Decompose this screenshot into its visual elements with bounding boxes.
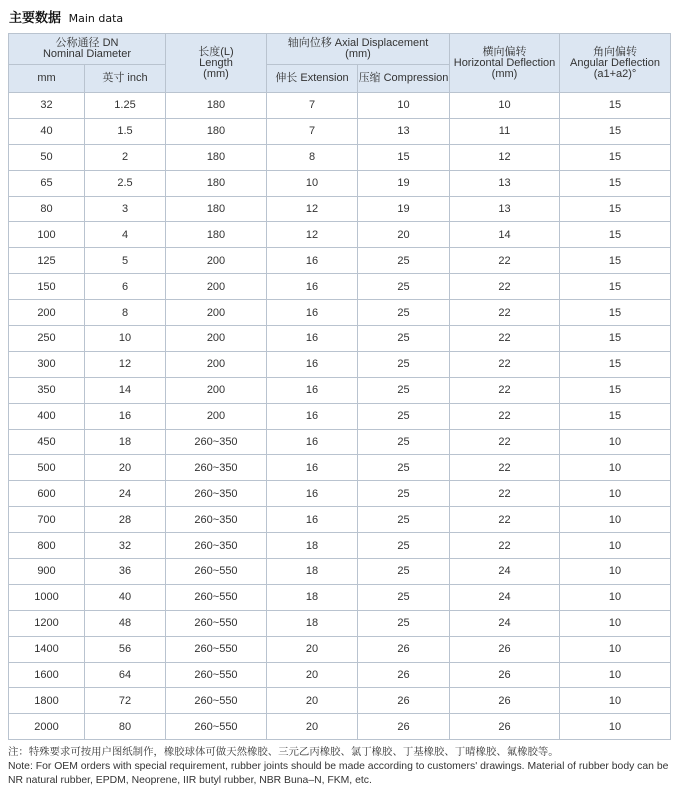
cell-dn-mm: 700 bbox=[9, 507, 85, 533]
cell-extension: 20 bbox=[267, 636, 358, 662]
cell-horizontal: 22 bbox=[450, 429, 560, 455]
cell-extension: 16 bbox=[267, 300, 358, 326]
cell-dn-inch: 10 bbox=[85, 326, 166, 352]
cell-angular: 10 bbox=[560, 688, 671, 714]
table-row bbox=[9, 196, 671, 222]
cell-dn-inch: 64 bbox=[85, 662, 166, 688]
cell-horizontal: 11 bbox=[450, 118, 560, 144]
header-horizontal-zh: 横向偏转 bbox=[482, 45, 527, 58]
cell-angular: 15 bbox=[560, 93, 671, 119]
cell-compression: 25 bbox=[358, 274, 450, 300]
cell-compression: 25 bbox=[358, 429, 450, 455]
cell-dn-inch: 12 bbox=[85, 351, 166, 377]
header-angular-unit: (a1+a2)° bbox=[593, 67, 637, 80]
table-row bbox=[9, 610, 671, 636]
table-row bbox=[9, 93, 671, 119]
cell-horizontal: 26 bbox=[450, 688, 560, 714]
cell-length: 200 bbox=[166, 248, 267, 274]
cell-angular: 15 bbox=[560, 144, 671, 170]
cell-angular: 15 bbox=[560, 274, 671, 300]
cell-dn-mm: 450 bbox=[9, 429, 85, 455]
cell-compression: 25 bbox=[358, 351, 450, 377]
cell-dn-inch: 5 bbox=[85, 248, 166, 274]
header-nominal-diameter-zh: 公称通径 DN bbox=[55, 37, 119, 49]
header-inch: 英寸 inch bbox=[85, 65, 166, 93]
cell-dn-inch: 18 bbox=[85, 429, 166, 455]
cell-horizontal: 26 bbox=[450, 714, 560, 740]
table-row bbox=[9, 507, 671, 533]
cell-dn-mm: 32 bbox=[9, 93, 85, 119]
cell-dn-inch: 3 bbox=[85, 196, 166, 222]
header-length-en: Length bbox=[199, 56, 233, 69]
table-row bbox=[9, 481, 671, 507]
cell-compression: 25 bbox=[358, 403, 450, 429]
cell-dn-inch: 28 bbox=[85, 507, 166, 533]
cell-dn-inch: 80 bbox=[85, 714, 166, 740]
cell-extension: 18 bbox=[267, 533, 358, 559]
cell-length: 200 bbox=[166, 377, 267, 403]
cell-length: 200 bbox=[166, 403, 267, 429]
cell-compression: 13 bbox=[358, 118, 450, 144]
cell-length: 180 bbox=[166, 118, 267, 144]
table-row bbox=[9, 274, 671, 300]
cell-dn-inch: 6 bbox=[85, 274, 166, 300]
note-zh: 注：特殊要求可按用户图纸制作，橡胶球体可做天然橡胶、三元乙丙橡胶、氯丁橡胶、丁基橡胶、丁晴橡胶、氟橡胶等。 bbox=[8, 747, 559, 758]
cell-horizontal: 22 bbox=[450, 455, 560, 481]
cell-dn-mm: 1000 bbox=[9, 584, 85, 610]
cell-compression: 25 bbox=[358, 377, 450, 403]
table-row bbox=[9, 377, 671, 403]
cell-length: 260~550 bbox=[166, 636, 267, 662]
cell-angular: 10 bbox=[560, 429, 671, 455]
cell-extension: 16 bbox=[267, 248, 358, 274]
cell-compression: 19 bbox=[358, 170, 450, 196]
cell-horizontal: 24 bbox=[450, 584, 560, 610]
cell-horizontal: 26 bbox=[450, 636, 560, 662]
cell-dn-inch: 14 bbox=[85, 377, 166, 403]
cell-length: 260~550 bbox=[166, 662, 267, 688]
table-row bbox=[9, 300, 671, 326]
header-extension: 伸长 Extension bbox=[267, 65, 358, 93]
notes bbox=[8, 746, 673, 788]
main-data-table bbox=[8, 33, 671, 740]
cell-compression: 10 bbox=[358, 93, 450, 119]
cell-angular: 10 bbox=[560, 610, 671, 636]
cell-length: 260~550 bbox=[166, 559, 267, 585]
cell-dn-mm: 800 bbox=[9, 533, 85, 559]
cell-horizontal: 22 bbox=[450, 377, 560, 403]
cell-extension: 18 bbox=[267, 610, 358, 636]
cell-horizontal: 22 bbox=[450, 507, 560, 533]
cell-length: 260~550 bbox=[166, 584, 267, 610]
table-row bbox=[9, 688, 671, 714]
cell-horizontal: 13 bbox=[450, 170, 560, 196]
cell-length: 200 bbox=[166, 326, 267, 352]
header-nominal-diameter bbox=[9, 34, 166, 65]
cell-extension: 20 bbox=[267, 688, 358, 714]
table-row bbox=[9, 662, 671, 688]
cell-horizontal: 22 bbox=[450, 300, 560, 326]
header-compression: 压缩 Compression bbox=[358, 65, 450, 93]
cell-dn-inch: 36 bbox=[85, 559, 166, 585]
cell-angular: 15 bbox=[560, 300, 671, 326]
cell-dn-mm: 350 bbox=[9, 377, 85, 403]
cell-extension: 16 bbox=[267, 455, 358, 481]
cell-angular: 10 bbox=[560, 481, 671, 507]
cell-compression: 25 bbox=[358, 481, 450, 507]
cell-length: 260~350 bbox=[166, 481, 267, 507]
header-axial-title: 轴向位移 Axial Displacement bbox=[287, 37, 429, 49]
cell-extension: 18 bbox=[267, 559, 358, 585]
cell-dn-inch: 1.5 bbox=[85, 118, 166, 144]
table-row bbox=[9, 533, 671, 559]
cell-length: 260~550 bbox=[166, 714, 267, 740]
header-length-zh: 长度(L) bbox=[198, 45, 234, 58]
cell-angular: 10 bbox=[560, 533, 671, 559]
cell-dn-inch: 20 bbox=[85, 455, 166, 481]
cell-dn-mm: 1200 bbox=[9, 610, 85, 636]
cell-dn-mm: 2000 bbox=[9, 714, 85, 740]
cell-dn-mm: 400 bbox=[9, 403, 85, 429]
cell-horizontal: 22 bbox=[450, 351, 560, 377]
cell-dn-mm: 50 bbox=[9, 144, 85, 170]
cell-angular: 15 bbox=[560, 403, 671, 429]
table-row bbox=[9, 714, 671, 740]
cell-angular: 15 bbox=[560, 248, 671, 274]
cell-dn-inch: 32 bbox=[85, 533, 166, 559]
cell-dn-inch: 2 bbox=[85, 144, 166, 170]
header-axial-unit: (mm) bbox=[345, 48, 371, 60]
cell-horizontal: 24 bbox=[450, 610, 560, 636]
cell-extension: 20 bbox=[267, 662, 358, 688]
cell-horizontal: 22 bbox=[450, 248, 560, 274]
header-length-unit: (mm) bbox=[203, 67, 229, 80]
cell-dn-mm: 500 bbox=[9, 455, 85, 481]
cell-length: 200 bbox=[166, 300, 267, 326]
header-length bbox=[166, 34, 267, 93]
table-row bbox=[9, 559, 671, 585]
cell-extension: 16 bbox=[267, 377, 358, 403]
table-row bbox=[9, 584, 671, 610]
cell-horizontal: 22 bbox=[450, 326, 560, 352]
cell-angular: 10 bbox=[560, 507, 671, 533]
table-row bbox=[9, 351, 671, 377]
cell-dn-inch: 16 bbox=[85, 403, 166, 429]
table-row bbox=[9, 222, 671, 248]
cell-extension: 18 bbox=[267, 584, 358, 610]
cell-compression: 25 bbox=[358, 507, 450, 533]
table-row bbox=[9, 170, 671, 196]
cell-extension: 16 bbox=[267, 507, 358, 533]
cell-dn-mm: 250 bbox=[9, 326, 85, 352]
cell-angular: 10 bbox=[560, 559, 671, 585]
cell-dn-mm: 200 bbox=[9, 300, 85, 326]
cell-angular: 15 bbox=[560, 170, 671, 196]
table-row bbox=[9, 403, 671, 429]
cell-dn-mm: 100 bbox=[9, 222, 85, 248]
header-horizontal-deflection bbox=[450, 34, 560, 93]
cell-extension: 7 bbox=[267, 93, 358, 119]
cell-compression: 19 bbox=[358, 196, 450, 222]
cell-dn-mm: 65 bbox=[9, 170, 85, 196]
cell-length: 260~550 bbox=[166, 610, 267, 636]
cell-dn-inch: 56 bbox=[85, 636, 166, 662]
cell-dn-inch: 72 bbox=[85, 688, 166, 714]
table-row bbox=[9, 636, 671, 662]
table-row bbox=[9, 144, 671, 170]
cell-length: 260~350 bbox=[166, 533, 267, 559]
cell-dn-mm: 150 bbox=[9, 274, 85, 300]
cell-extension: 16 bbox=[267, 326, 358, 352]
cell-horizontal: 12 bbox=[450, 144, 560, 170]
cell-compression: 26 bbox=[358, 662, 450, 688]
cell-dn-inch: 48 bbox=[85, 610, 166, 636]
cell-angular: 15 bbox=[560, 351, 671, 377]
cell-extension: 8 bbox=[267, 144, 358, 170]
cell-dn-inch: 24 bbox=[85, 481, 166, 507]
cell-compression: 26 bbox=[358, 636, 450, 662]
cell-length: 180 bbox=[166, 93, 267, 119]
cell-compression: 20 bbox=[358, 222, 450, 248]
cell-extension: 16 bbox=[267, 481, 358, 507]
cell-length: 260~550 bbox=[166, 688, 267, 714]
cell-dn-mm: 1400 bbox=[9, 636, 85, 662]
cell-angular: 15 bbox=[560, 222, 671, 248]
cell-compression: 25 bbox=[358, 300, 450, 326]
cell-angular: 10 bbox=[560, 455, 671, 481]
table-row bbox=[9, 429, 671, 455]
cell-length: 180 bbox=[166, 170, 267, 196]
cell-horizontal: 22 bbox=[450, 481, 560, 507]
table-row bbox=[9, 326, 671, 352]
header-angular-en: Angular Deflection bbox=[570, 56, 660, 69]
header-angular-deflection bbox=[560, 34, 671, 93]
cell-horizontal: 26 bbox=[450, 662, 560, 688]
cell-dn-mm: 80 bbox=[9, 196, 85, 222]
cell-dn-mm: 600 bbox=[9, 481, 85, 507]
header-horizontal-en: Horizontal Deflection bbox=[453, 56, 556, 69]
cell-angular: 15 bbox=[560, 196, 671, 222]
cell-horizontal: 13 bbox=[450, 196, 560, 222]
cell-length: 200 bbox=[166, 351, 267, 377]
page-title bbox=[9, 7, 123, 26]
cell-length: 200 bbox=[166, 274, 267, 300]
cell-compression: 25 bbox=[358, 559, 450, 585]
cell-dn-inch: 1.25 bbox=[85, 93, 166, 119]
cell-dn-mm: 1800 bbox=[9, 688, 85, 714]
cell-angular: 10 bbox=[560, 662, 671, 688]
cell-dn-mm: 40 bbox=[9, 118, 85, 144]
cell-length: 260~350 bbox=[166, 429, 267, 455]
cell-dn-mm: 900 bbox=[9, 559, 85, 585]
table-row bbox=[9, 118, 671, 144]
cell-length: 180 bbox=[166, 222, 267, 248]
cell-angular: 10 bbox=[560, 636, 671, 662]
cell-compression: 25 bbox=[358, 610, 450, 636]
cell-horizontal: 22 bbox=[450, 403, 560, 429]
cell-angular: 10 bbox=[560, 584, 671, 610]
cell-length: 180 bbox=[166, 196, 267, 222]
cell-horizontal: 24 bbox=[450, 559, 560, 585]
cell-extension: 20 bbox=[267, 714, 358, 740]
cell-extension: 16 bbox=[267, 403, 358, 429]
cell-angular: 15 bbox=[560, 377, 671, 403]
cell-dn-inch: 4 bbox=[85, 222, 166, 248]
cell-length: 260~350 bbox=[166, 455, 267, 481]
cell-dn-mm: 1600 bbox=[9, 662, 85, 688]
cell-length: 180 bbox=[166, 144, 267, 170]
cell-length: 260~350 bbox=[166, 507, 267, 533]
cell-dn-inch: 8 bbox=[85, 300, 166, 326]
cell-horizontal: 14 bbox=[450, 222, 560, 248]
cell-compression: 15 bbox=[358, 144, 450, 170]
table-body bbox=[9, 93, 671, 740]
title-en: Main data bbox=[68, 12, 124, 25]
cell-horizontal: 22 bbox=[450, 274, 560, 300]
cell-extension: 7 bbox=[267, 118, 358, 144]
cell-extension: 12 bbox=[267, 196, 358, 222]
cell-dn-inch: 2.5 bbox=[85, 170, 166, 196]
header-mm: mm bbox=[9, 65, 85, 93]
cell-angular: 15 bbox=[560, 118, 671, 144]
header-angular-zh: 角向偏转 bbox=[593, 45, 637, 58]
cell-horizontal: 10 bbox=[450, 93, 560, 119]
cell-compression: 25 bbox=[358, 455, 450, 481]
cell-angular: 15 bbox=[560, 326, 671, 352]
cell-compression: 26 bbox=[358, 688, 450, 714]
cell-extension: 12 bbox=[267, 222, 358, 248]
note-en: Note: For OEM orders with special requirement, rubber joints should be made according to customers' drawings. Material of rubber body can be NR natural rubber, EPDM, Neoprene, IIR butyl rubber, NBR Buna–N, FKM, etc. bbox=[8, 761, 669, 786]
cell-dn-inch: 40 bbox=[85, 584, 166, 610]
cell-dn-mm: 125 bbox=[9, 248, 85, 274]
cell-extension: 16 bbox=[267, 429, 358, 455]
cell-extension: 10 bbox=[267, 170, 358, 196]
table-row bbox=[9, 455, 671, 481]
cell-compression: 25 bbox=[358, 533, 450, 559]
header-axial-displacement bbox=[267, 34, 450, 65]
header-nominal-diameter-en: Nominal Diameter bbox=[42, 48, 132, 60]
cell-compression: 26 bbox=[358, 714, 450, 740]
cell-angular: 10 bbox=[560, 714, 671, 740]
table-row bbox=[9, 248, 671, 274]
cell-horizontal: 22 bbox=[450, 533, 560, 559]
cell-compression: 25 bbox=[358, 584, 450, 610]
cell-compression: 25 bbox=[358, 248, 450, 274]
header-horizontal-unit: (mm) bbox=[491, 67, 518, 80]
cell-extension: 16 bbox=[267, 351, 358, 377]
cell-dn-mm: 300 bbox=[9, 351, 85, 377]
cell-compression: 25 bbox=[358, 326, 450, 352]
title-zh: 主要数据 bbox=[9, 10, 62, 25]
cell-extension: 16 bbox=[267, 274, 358, 300]
